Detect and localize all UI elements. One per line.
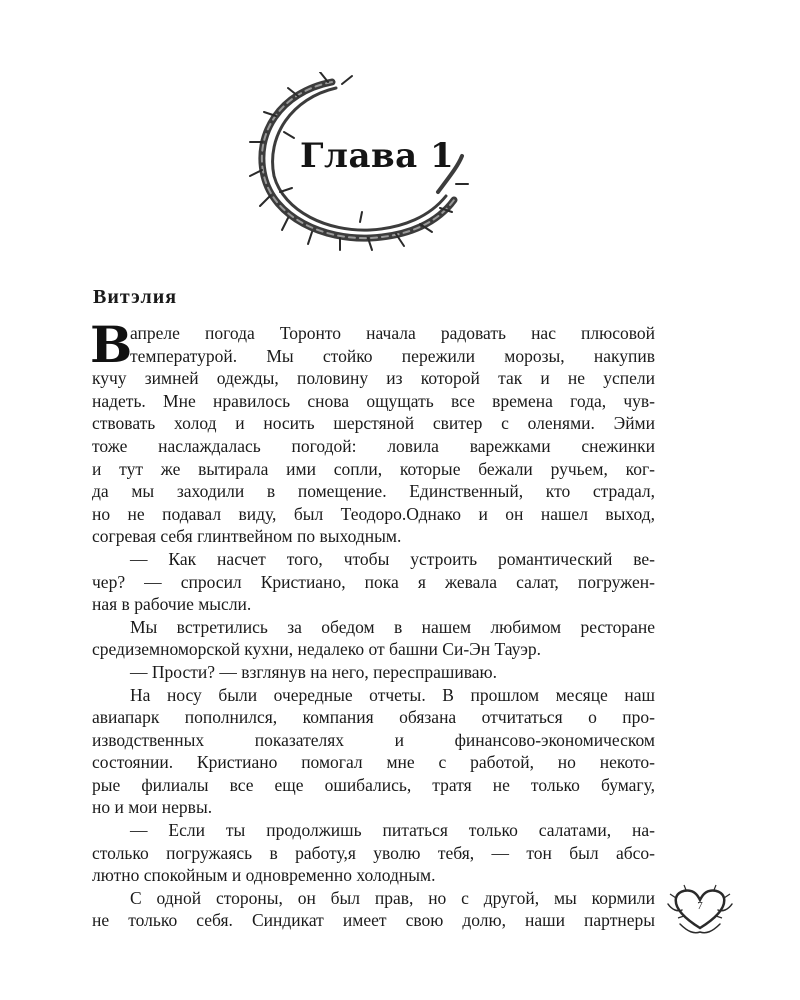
text-line: надеть. Мне нравилось снова ощущать все времена года, чув- xyxy=(92,390,655,411)
text-line: На носу были очередные отчеты. В прошлом месяце наш xyxy=(130,684,655,705)
text-line: С одной стороны, он был прав, но с другой, мы кормили xyxy=(130,887,655,908)
text-line: но и мои нервы. xyxy=(92,797,213,818)
text-line: апреле погода Торонто начала радовать нас плюсовой xyxy=(130,323,655,343)
text-line: изводственных показателях и финансово-экономическом xyxy=(92,729,655,750)
text-line: средиземноморской кухни, недалеко от башни Си-Эн Тауэр. xyxy=(92,639,541,660)
drop-cap: В xyxy=(90,315,133,374)
text-line: — Если ты продолжишь питаться только салатами, на- xyxy=(130,820,655,841)
text-line: авиапарк пополнился, компания обязана отчитаться о про- xyxy=(92,707,655,728)
page-number: 7 xyxy=(697,900,703,912)
text-line: лютно спокойным и одновременно холодным. xyxy=(92,865,436,886)
text-line: ная в рабочие мысли. xyxy=(92,594,252,615)
text-line: чер? — спросил Кристиано, пока я жевала салат, погружен- xyxy=(92,571,655,592)
text-line: Мы встретились за обедом в нашем любимом ресторане xyxy=(130,616,655,637)
text-line: но не подавал виду, был Теодоро.Однако и он нашел выход, xyxy=(92,503,655,524)
text-line: — Как насчет того, чтобы устроить романтический ве- xyxy=(130,548,655,569)
text-line: ствовать холод и носить шерстяной свитер с оленями. Эйми xyxy=(92,413,655,434)
text-line: рые филиалы все еще ошибались, тратя не только бумагу, xyxy=(92,774,655,795)
text-line: не только себя. Синдикат имеет свою долю, наши партнеры xyxy=(92,910,655,931)
body-text xyxy=(90,315,655,932)
text-line: и тут же вытирала ими сопли, которые бежали ручьем, ког- xyxy=(92,458,655,479)
text-line: температурой. Мы стойко пережили морозы, накупив xyxy=(130,345,655,366)
text-line: тоже наслаждалась погодой: ловила варежками снежинки xyxy=(92,435,655,456)
text-line: да мы заходили в помещение. Единственный, кто страдал, xyxy=(92,481,655,502)
text-line: кучу зимней одежды, половину из которой так и не успели xyxy=(92,368,655,389)
text-line: согревая себя глинтвейном по выходным. xyxy=(92,526,402,547)
text-line: состоянии. Кристиано помогал мне с работой, но некото- xyxy=(92,752,655,773)
section-heading: Витэлия xyxy=(93,286,178,308)
text-line: столько погружаясь в работу,я уволю тебя, — тон был абсо- xyxy=(92,842,655,863)
chapter-title: Глава 1 xyxy=(300,136,455,176)
text-line: — Прости? — взглянув на него, переспрашиваю. xyxy=(130,661,497,682)
